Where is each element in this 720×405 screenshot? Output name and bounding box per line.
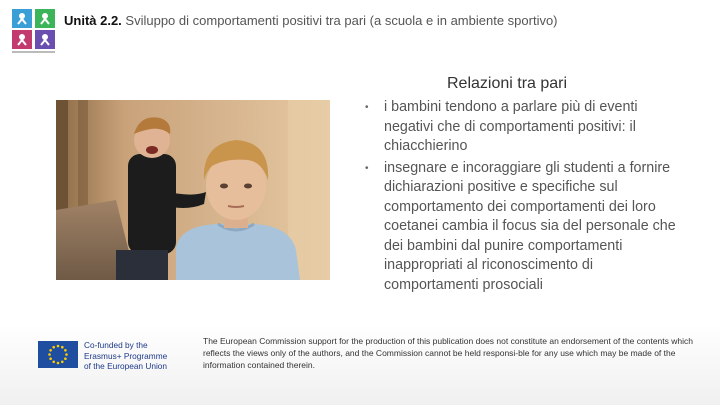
bullet-point: • [365, 102, 369, 113]
bullet-text: i bambini tendono a parlare più di eventi negativi che di comportamenti positivi: il chiacchierino [384, 99, 638, 154]
eu-flag-icon [38, 341, 78, 368]
list-item [360, 159, 690, 296]
bullet-text: insegnare e incoraggiare gli studenti a fornire dichiarazioni positive e specifiche sul comportamento dei comportamenti dei loro coetanei cambia il focus sia del personale che dei bambini dal punire comportamenti inappropriati al riconoscimento di comportamenti prosociali [384, 159, 676, 293]
section-heading: Relazioni tra pari [447, 75, 568, 92]
children-photo [56, 100, 330, 280]
eu-line: of the European Union [84, 361, 168, 372]
eu-cofunded-label [84, 340, 184, 372]
disclaimer-text: The European Commission support for the production of this publication does not constitute an endorsement of the contents which reflects the views only of the authors, and the Commission cannot be held responsi-ble for any use which may be made of the information contained therein. [203, 336, 693, 370]
eu-line: Co-funded by the [84, 340, 148, 350]
bullet-point: • [365, 162, 369, 174]
bullet-list [360, 98, 690, 297]
eu-line: Erasmus+ Programme [84, 350, 168, 361]
list-item [360, 98, 690, 157]
slide-title [64, 13, 704, 28]
unit-topic: Sviluppo di comportamenti positivi tra pari (a scuola e in ambiente sportivo) [125, 13, 558, 28]
project-puzzle-logo-icon [10, 8, 58, 54]
unit-label: Unità 2.2. [64, 13, 122, 28]
